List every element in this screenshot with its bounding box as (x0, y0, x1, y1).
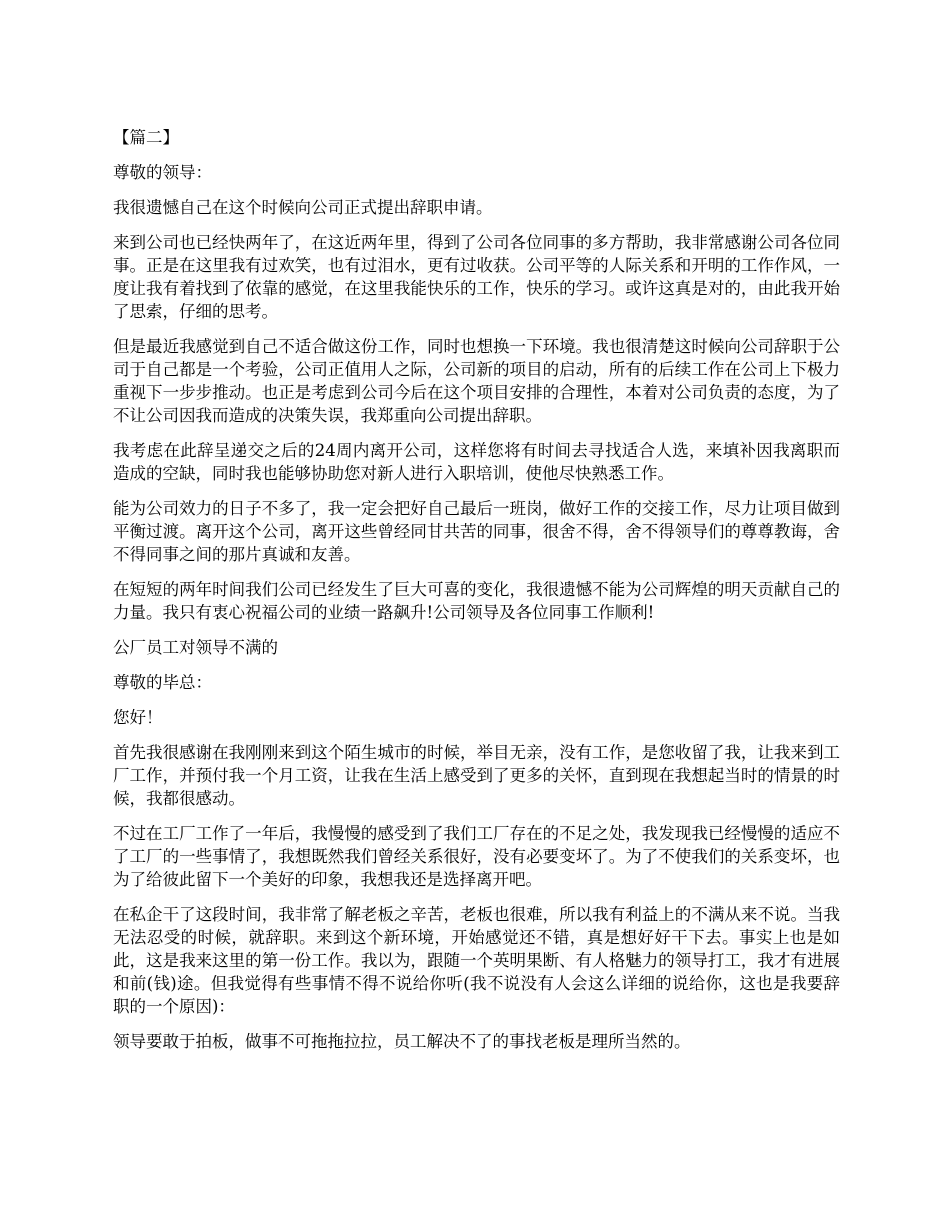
section-heading: 【篇二】 (113, 128, 179, 147)
paragraph-shortcomings: 不过在工厂工作了一年后，我慢慢的感受到了我们工厂存在的不足之处，我发现我已经慢慢的适应不了工厂的一些事情了，我想既然我们曾经关系很好，没有必要变坏了。为了不使我们的关系变坏，也为了给彼此留下一个美好的印象，我想我还是选择离开吧。 (113, 824, 840, 889)
salutation: 尊敬的领导： (113, 163, 212, 182)
document-body (113, 126, 840, 1065)
salutation-second: 尊敬的毕总： (113, 673, 212, 692)
paragraph-private-company: 在私企干了这段时间，我非常了解老板之辛苦，老板也很难，所以我有利益上的不满从来不说。当我无法忍受的时候，就辞职。来到这个新环境，开始感觉还不错，真是想好好干下去。事实上也是如此，这是我来这里的第一份工作。我以为，跟随一个英明果断、有人格魅力的领导打工，我才有进展和前(钱)途。但我觉得有些事情不得不说给你听(我不说没有人会这么详细的说给你，这也是我要辞职的一个原因)： (113, 905, 840, 1016)
paragraph-two-years: 来到公司也已经快两年了，在这近两年里，得到了公司各位同事的多方帮助，我非常感谢公司各位同事。正是在这里我有过欢笑，也有过泪水，更有过收获。公司平等的人际关系和开明的工作作风，一度让我有着找到了依靠的感觉，在这里我能快乐的工作，快乐的学习。或许这真是对的，由此我开始了思索，仔细的思考。 (113, 233, 840, 321)
paragraph-reason: 但是最近我感觉到自己不适合做这份工作，同时也想换一下环境。我也很清楚这时候向公司辞职于公司于自己都是一个考验，公司正值用人之际，公司新的项目的启动，所有的后续工作在公司上下极力重视下一步步推动。也正是考虑到公司今后在这个项目安排的合理性，本着对公司负责的态度，为了不让公司因我而造成的决策失误，我郑重向公司提出辞职。 (113, 337, 840, 425)
paragraph-intro: 我很遗憾自己在这个时候向公司正式提出辞职申请。 (113, 198, 493, 217)
paragraph-gratitude: 首先我很感谢在我刚刚来到这个陌生城市的时候，举目无亲，没有工作，是您收留了我，让我来到工厂工作，并预付我一个月工资，让我在生活上感受到了更多的关怀，直到现在我想起当时的情景的时候，我都很感动。 (113, 743, 840, 808)
greeting: 您好！ (113, 708, 163, 727)
paragraph-blessing: 在短短的两年时间我们公司已经发生了巨大可喜的变化，我很遗憾不能为公司辉煌的明天贡献自己的力量。我只有衷心祝福公司的业绩一路飙升!公司领导及各位同事工作顺利! (113, 580, 840, 622)
paragraph-notice-period: 我考虑在此辞呈递交之后的24周内离开公司，这样您将有时间去寻找适合人选，来填补因我离职而造成的空缺，同时我也能够协助您对新人进行入职培训，使他尽快熟悉工作。 (113, 441, 840, 483)
paragraph-handover: 能为公司效力的日子不多了，我一定会把好自己最后一班岗，做好工作的交接工作，尽力让项目做到平衡过渡。离开这个公司，离开这些曾经同甘共苦的同事，很舍不得，舍不得领导们的尊尊教诲，舍不得同事之间的那片真诚和友善。 (113, 499, 840, 564)
paragraph-leadership: 领导要敢于拍板，做事不可拖拖拉拉，员工解决不了的事找老板是理所当然的。 (113, 1032, 691, 1051)
subheading-second-letter: 公厂员工对领导不满的 (113, 638, 278, 657)
